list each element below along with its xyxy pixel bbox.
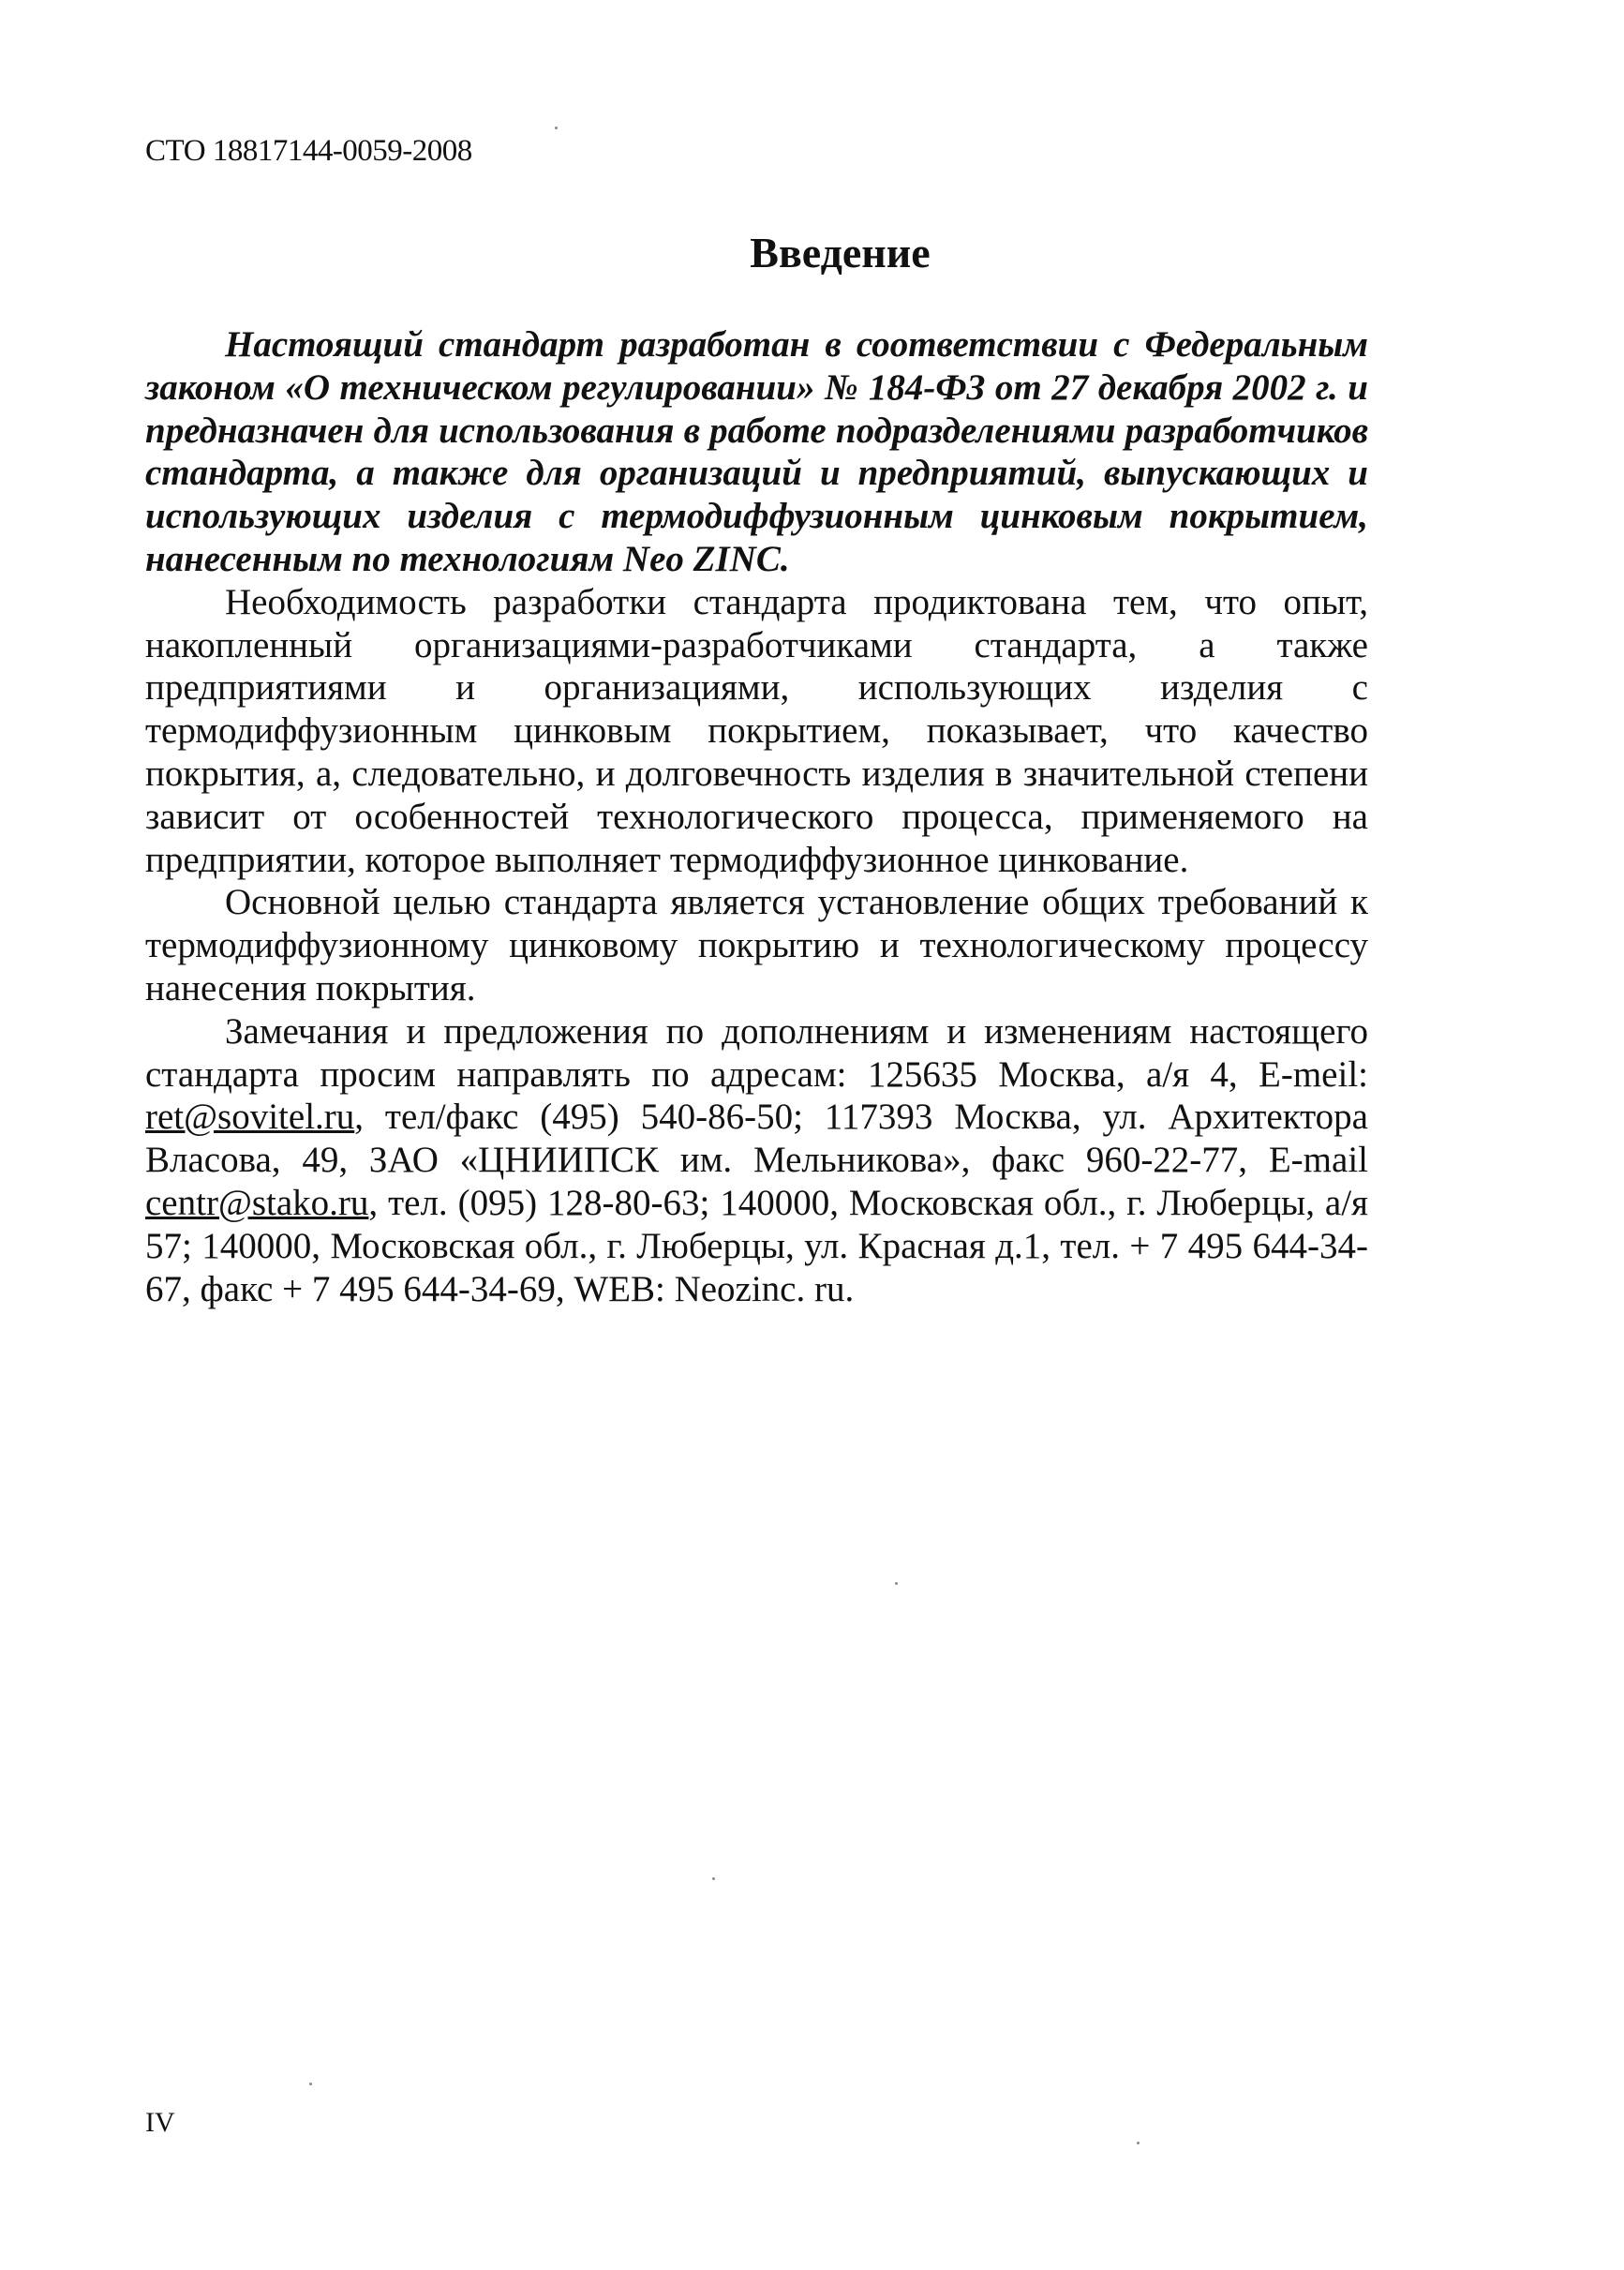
scan-speck [712,1877,715,1880]
scan-speck [555,127,558,129]
contacts-text-part1: Замечания и предложения по дополнениям и изменениям настоящего стандарта просим направлять по адресам: 125635 Москва, а/я 4, E-meil: [145,1010,1368,1095]
scan-speck [1137,2142,1140,2144]
email-link-sovitel[interactable]: ret@sovitel.ru [145,1097,355,1138]
contacts-text-part3: , тел. (095) 128-80-63; 140000, Московская обл., г. Люберцы, а/я 57; 140000, Московская обл., г. Люберцы, ул. Красная д.1, тел. + 7 495 644-34-67, факс + 7 495 644-34-69, WEB: Neozinc. ru. [145,1182,1368,1309]
intro-paragraph: Настоящий стандарт разработан в соответствии с Федеральным законом «О техническом регулировании» № 184-ФЗ от 27 декабря 2002 г. и предназначен для использования в работе подразделениями разработчиков стандарта, а также для организаций и предприятий, выпускающих и использующих изделия с термодиффузионным цинковым покрытием, нанесенным по технологиям Neo ZINC. [145,324,1368,579]
scan-speck [309,2083,312,2085]
contacts-text-part2: , тел/факс (495) 540-86-50; 117393 Москва, ул. Архитектора Власова, 49, ЗАО «ЦНИИПСК им. Мельникова», факс 960-22-77, E-mail [145,1097,1368,1181]
section-title: Введение [750,229,931,276]
document-code: СТО 18817144-0059-2008 [145,134,472,168]
necessity-paragraph: Необходимость разработки стандарта продиктована тем, что опыт, накопленный организациями-разработчиками стандарта, а также предприятиями и организациями, использующих изделия с термодиффузионным цинковым покрытием, показывает, что качество покрытия, а, следовательно, и долговечность изделия в значительной степени зависит от особенностей технологического процесса, применяемого на предприятии, которое выполняет термодиффузионное цинкование. [145,581,1368,880]
page-number: IV [145,2107,175,2138]
contacts-paragraph [145,1010,1368,1311]
email-link-stako[interactable]: centr@stako.ru [145,1182,369,1223]
scan-speck [895,1582,898,1585]
goal-paragraph: Основной целью стандарта является установление общих требований к термодиффузионному цинковому покрытию и технологическому процессу нанесения покрытия. [145,882,1368,1008]
body-text [145,323,1368,1310]
